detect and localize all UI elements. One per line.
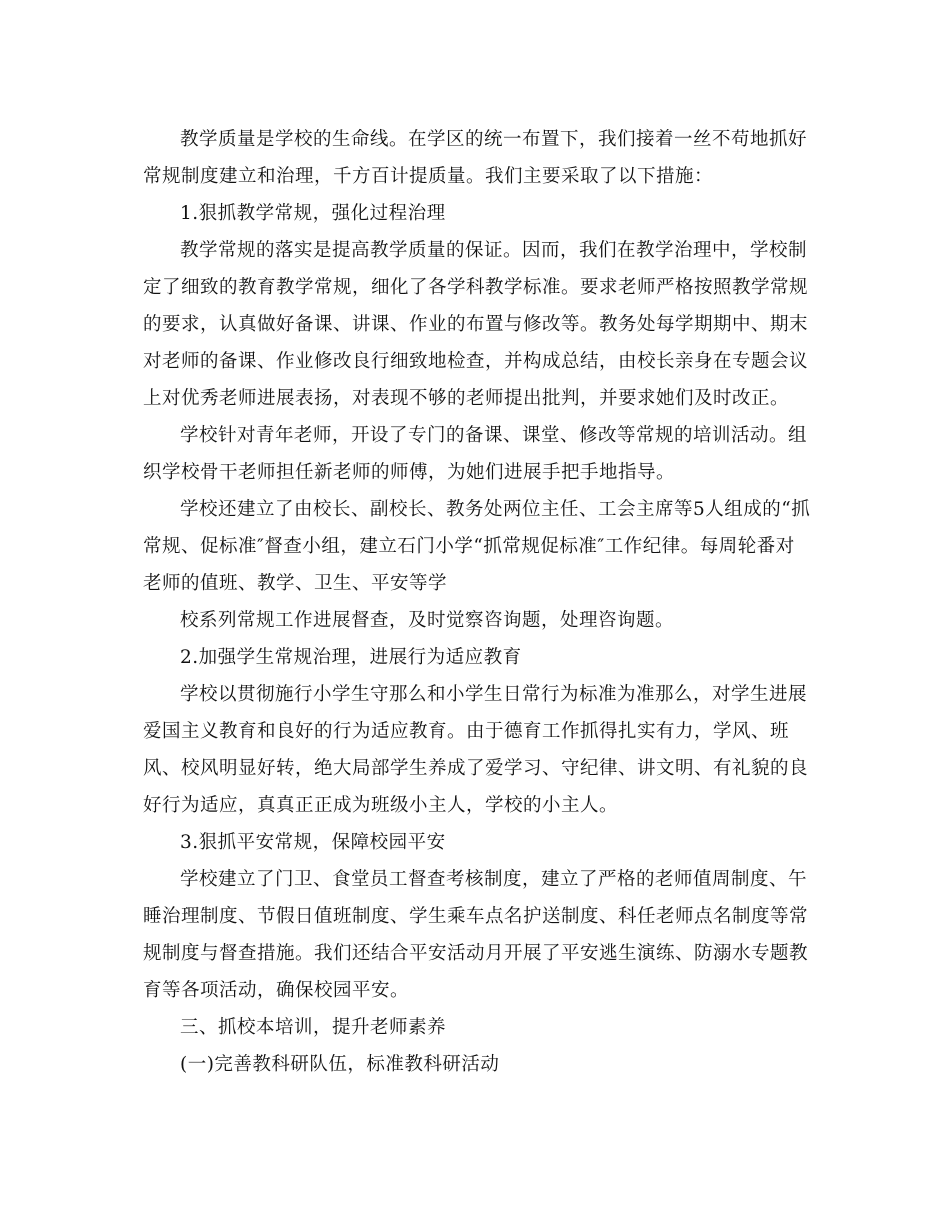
text-line: 2.加强学生常规治理，进展行为适应教育 bbox=[180, 647, 522, 668]
text-line: 校系列常规工作进展督查，及时觉察咨询题，处理咨询题。 bbox=[180, 610, 675, 631]
text-line: 常规、促标准″督查小组，建立石门小学“抓常规促标准″工作纪律。每周轮番对 bbox=[143, 536, 795, 557]
text-line: 育等各项活动，确保校园平安。 bbox=[143, 980, 410, 1001]
text-line: 三、抓校本培训，提升老师素养 bbox=[180, 1017, 447, 1038]
text-line: 上对优秀老师进展表扬，对表现不够的老师提出批判，并要求她们及时改正。 bbox=[143, 388, 790, 409]
text-line: 风、校风明显好转，绝大局部学生养成了爱学习、守纪律、讲文明、有礼貌的良 bbox=[143, 758, 809, 779]
text-line: 学校针对青年老师，开设了专门的备课、课堂、修改等常规的培训活动。组 bbox=[180, 425, 808, 446]
text-line: 定了细致的教育教学常规，细化了各学科教学标准。要求老师严格按照教学常规 bbox=[143, 277, 809, 298]
text-line: 对老师的备课、作业修改良行细致地检查，并构成总结，由校长亲身在专题会议 bbox=[143, 351, 809, 372]
text-line: 织学校骨干老师担任新老师的师傅，为她们进展手把手地指导。 bbox=[143, 462, 676, 483]
text-line: 学校还建立了由校长、副校长、教务处两位主任、工会主席等5人组成的“抓 bbox=[180, 499, 811, 520]
text-line: 学校以贯彻施行小学生守那么和小学生日常行为标准为准那么，对学生进展 bbox=[180, 684, 808, 705]
text-line: 教学常规的落实是提高教学质量的保证。因而，我们在教学治理中，学校制 bbox=[180, 240, 808, 261]
text-line: 学校建立了门卫、食堂员工督查考核制度，建立了严格的老师值周制度、午 bbox=[180, 869, 808, 890]
document-body bbox=[143, 121, 811, 1083]
text-line: 爱国主义教育和良好的行为适应教育。由于德育工作抓得扎实有力，学风、班 bbox=[143, 721, 790, 742]
text-line: 常规制度建立和治理，千方百计提质量。我们主要采取了以下措施： bbox=[143, 166, 714, 187]
text-line: 好行为适应，真真正正成为班级小主人，学校的小主人。 bbox=[143, 795, 619, 816]
text-line: 的要求，认真做好备课、讲课、作业的布置与修改等。教务处每学期期中、期末 bbox=[143, 314, 809, 335]
text-line: 3.狠抓平安常规，保障校园平安 bbox=[180, 832, 446, 853]
text-line: 1.狠抓教学常规，强化过程治理 bbox=[180, 203, 446, 224]
text-line: 老师的值班、教学、卫生、平安等学 bbox=[143, 573, 448, 594]
text-line: 教学质量是学校的生命线。在学区的统一布置下，我们接着一丝不苟地抓好 bbox=[180, 129, 808, 150]
text-line: 睡治理制度、节假日值班制度、学生乘车点名护送制度、科任老师点名制度等常 bbox=[143, 906, 809, 927]
text-line: (一)完善教科研队伍，标准教科研活动 bbox=[180, 1054, 500, 1075]
text-line: 规制度与督查措施。我们还结合平安活动月开展了平安逃生演练、防溺水专题教 bbox=[143, 943, 809, 964]
